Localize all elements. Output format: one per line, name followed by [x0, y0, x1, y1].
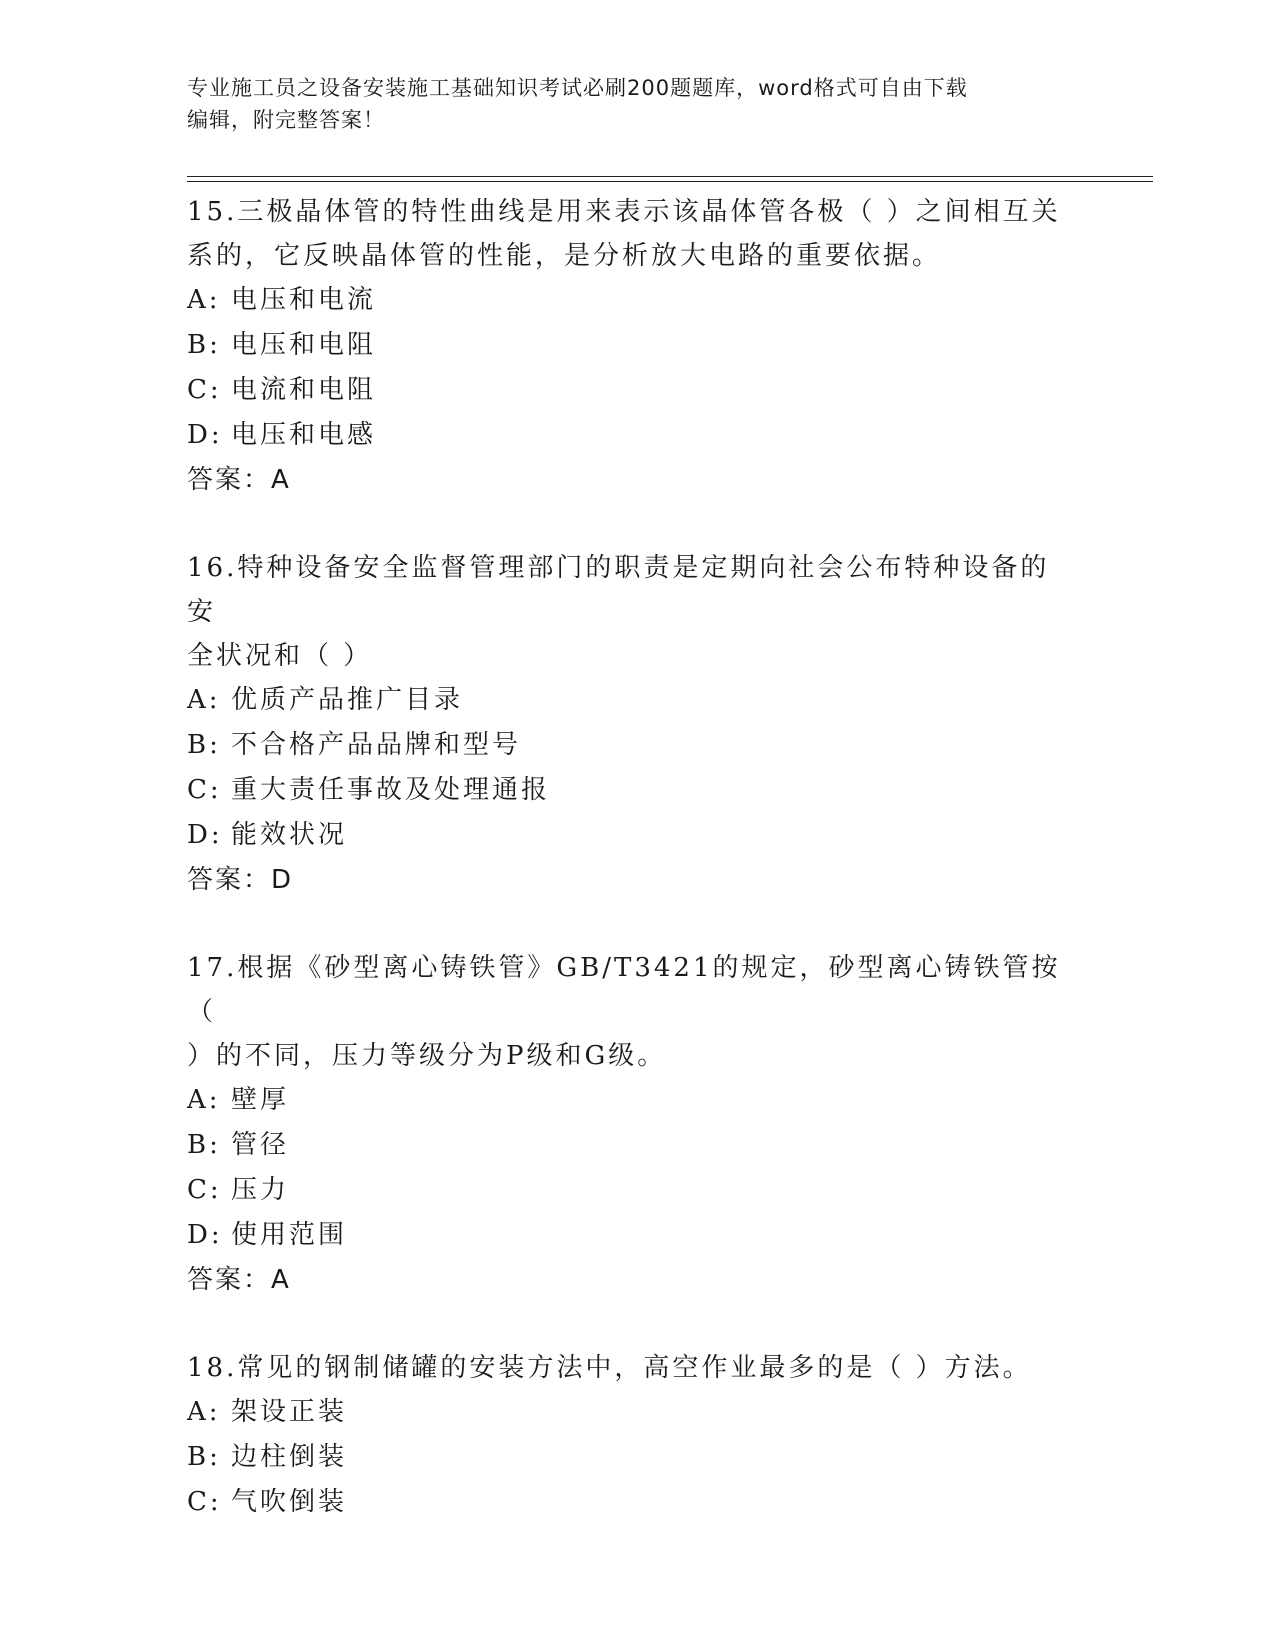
option-text: 优质产品推广目录	[231, 685, 464, 715]
option-text: 边柱倒装	[231, 1442, 348, 1472]
question-18	[187, 1346, 1087, 1525]
question-stem	[187, 190, 1067, 278]
option-key: A:	[187, 1397, 221, 1427]
option-text: 电压和电阻	[231, 330, 377, 360]
question-stem-line: ）的不同，压力等级分为P级和G级。	[187, 1041, 667, 1071]
option-d	[187, 413, 1087, 458]
option-key: A:	[187, 685, 221, 715]
option-d	[187, 1213, 1087, 1258]
option-key: C:	[187, 1175, 222, 1205]
option-b	[187, 1123, 1087, 1168]
option-text: 电压和电流	[231, 285, 377, 315]
question-stem-line: 16.特种设备安全监督管理部门的职责是定期向社会公布特种设备的安	[187, 553, 1050, 627]
question-stem-line: 15.三极晶体管的特性曲线是用来表示该晶体管各极（ ）之间相互关	[187, 197, 1061, 227]
question-17	[187, 946, 1087, 1303]
header-title-line-2: 编辑，附完整答案！	[187, 108, 385, 132]
question-list	[187, 190, 1087, 1568]
option-text: 壁厚	[231, 1085, 290, 1115]
option-text: 不合格产品品牌和型号	[231, 730, 522, 760]
document-header	[187, 72, 1067, 136]
option-a	[187, 678, 1087, 723]
option-text: 重大责任事故及处理通报	[231, 775, 551, 805]
question-stem-line: 18.常见的钢制储罐的安装方法中，高空作业最多的是（ ）方法。	[187, 1353, 1032, 1383]
question-stem-line: 全状况和（ ）	[187, 641, 373, 671]
option-key: D:	[187, 820, 223, 850]
option-text: 架设正装	[231, 1397, 348, 1427]
option-c	[187, 368, 1087, 413]
option-key: A:	[187, 1085, 221, 1115]
header-title-line-1: 专业施工员之设备安装施工基础知识考试必刷200题题库，word格式可自由下载	[187, 76, 968, 100]
header-divider-bottom	[187, 181, 1153, 182]
option-c	[187, 1168, 1087, 1213]
option-text: 电压和电感	[231, 420, 377, 450]
option-c	[187, 768, 1087, 813]
answer-line: 答案：A	[187, 1265, 291, 1295]
option-c	[187, 1480, 1087, 1525]
option-text: 气吹倒装	[231, 1487, 348, 1517]
option-b	[187, 323, 1087, 368]
option-text: 电流和电阻	[231, 375, 377, 405]
option-a	[187, 1078, 1087, 1123]
option-key: A:	[187, 285, 221, 315]
option-text: 能效状况	[231, 820, 348, 850]
option-a	[187, 1390, 1087, 1435]
question-stem-line: 17.根据《砂型离心铸铁管》GB/T3421的规定，砂型离心铸铁管按（	[187, 953, 1061, 1027]
option-key: B:	[187, 1442, 221, 1472]
option-d	[187, 813, 1087, 858]
option-key: C:	[187, 1487, 222, 1517]
question-16	[187, 546, 1087, 903]
option-b	[187, 1435, 1087, 1480]
option-text: 使用范围	[231, 1220, 348, 1250]
option-key: C:	[187, 775, 222, 805]
question-15	[187, 190, 1087, 503]
header-divider-top	[187, 176, 1153, 177]
option-text: 压力	[231, 1175, 290, 1205]
option-key: B:	[187, 1130, 221, 1160]
answer-line: 答案：A	[187, 465, 291, 495]
question-stem	[187, 546, 1067, 678]
answer-line: 答案：D	[187, 865, 294, 895]
question-stem-line: 系的，它反映晶体管的性能，是分析放大电路的重要依据。	[187, 241, 942, 271]
question-stem	[187, 946, 1067, 1078]
option-key: B:	[187, 330, 221, 360]
option-key: C:	[187, 375, 222, 405]
option-key: D:	[187, 1220, 223, 1250]
question-stem	[187, 1346, 1067, 1390]
option-key: D:	[187, 420, 223, 450]
option-text: 管径	[231, 1130, 290, 1160]
option-a	[187, 278, 1087, 323]
option-b	[187, 723, 1087, 768]
option-key: B:	[187, 730, 221, 760]
